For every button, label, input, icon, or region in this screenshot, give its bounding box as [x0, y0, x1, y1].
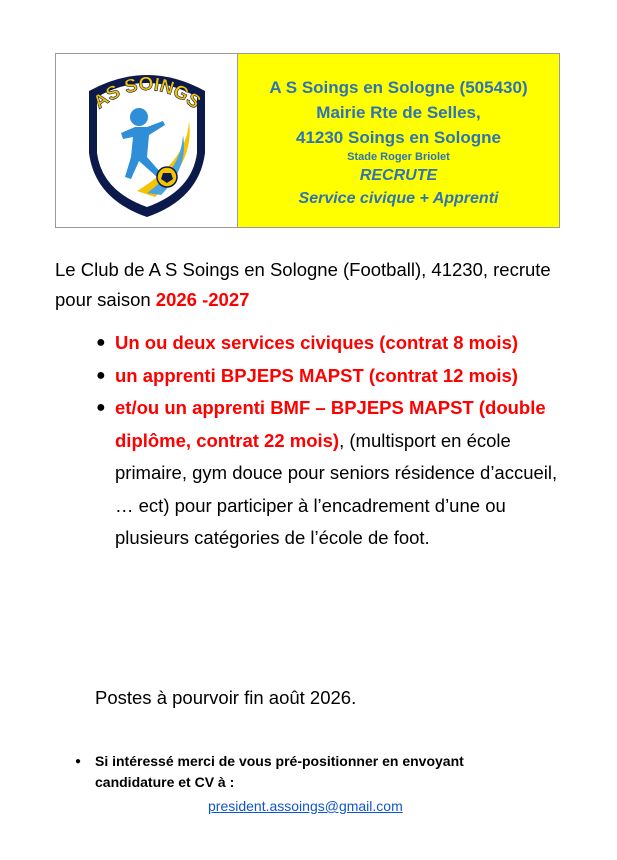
- list-item-highlight: un apprenti BPJEPS MAPST (contrat 12 mois): [115, 364, 518, 386]
- bullet-icon: ●: [96, 366, 106, 384]
- address-line-2: 41230 Soings en Sologne: [295, 128, 501, 147]
- intro-paragraph: [55, 255, 575, 315]
- bullet-icon: ●: [75, 756, 82, 767]
- list-item: [95, 360, 575, 393]
- logo-text: AS SOINGS: [89, 73, 204, 113]
- header-box: [55, 53, 560, 228]
- club-logo: [77, 61, 217, 221]
- list-item: [95, 327, 575, 360]
- contact-item: [75, 751, 545, 793]
- club-info: [238, 54, 559, 227]
- club-name: A S Soings en Sologne (505430): [269, 78, 528, 97]
- stadium-name: Stade Roger Briolet: [347, 151, 450, 163]
- intro-text: Le Club de A S Soings en Sologne (Football), 41230, recrute pour saison: [55, 259, 551, 310]
- logo-cell: [56, 54, 238, 227]
- list-item-highlight: Un ou deux services civiques (contrat 8 mois): [115, 332, 519, 353]
- list-item: [95, 392, 575, 555]
- recrute-label: RECRUTE: [359, 167, 438, 184]
- positions-list: [95, 327, 575, 555]
- list-item-highlight: et/ou un apprenti BMF – BPJEPS MAPST (double diplôme, contrat 22 mois): [115, 397, 546, 451]
- bullet-icon: ●: [96, 334, 106, 351]
- list-item-rest: , (multisport en école primaire, gym douce pour seniors résidence d’accueil, … ect) pour participer à l’encadrement d’une ou plusieurs catégories de l’école de foot.: [115, 429, 558, 548]
- season-text: 2026 -2027: [155, 289, 250, 310]
- bullet-icon: ●: [96, 399, 106, 416]
- contact-text: Si intéressé merci de vous pré-positionner en envoyant candidature et CV à :: [95, 753, 464, 790]
- postes-text: Postes à pourvoir fin août 2026.: [95, 687, 357, 708]
- address-line-1: Mairie Rte de Selles,: [316, 103, 481, 122]
- email-link[interactable]: president.assoings@gmail.com: [208, 798, 403, 814]
- positions-label: Service civique + Apprenti: [298, 190, 499, 207]
